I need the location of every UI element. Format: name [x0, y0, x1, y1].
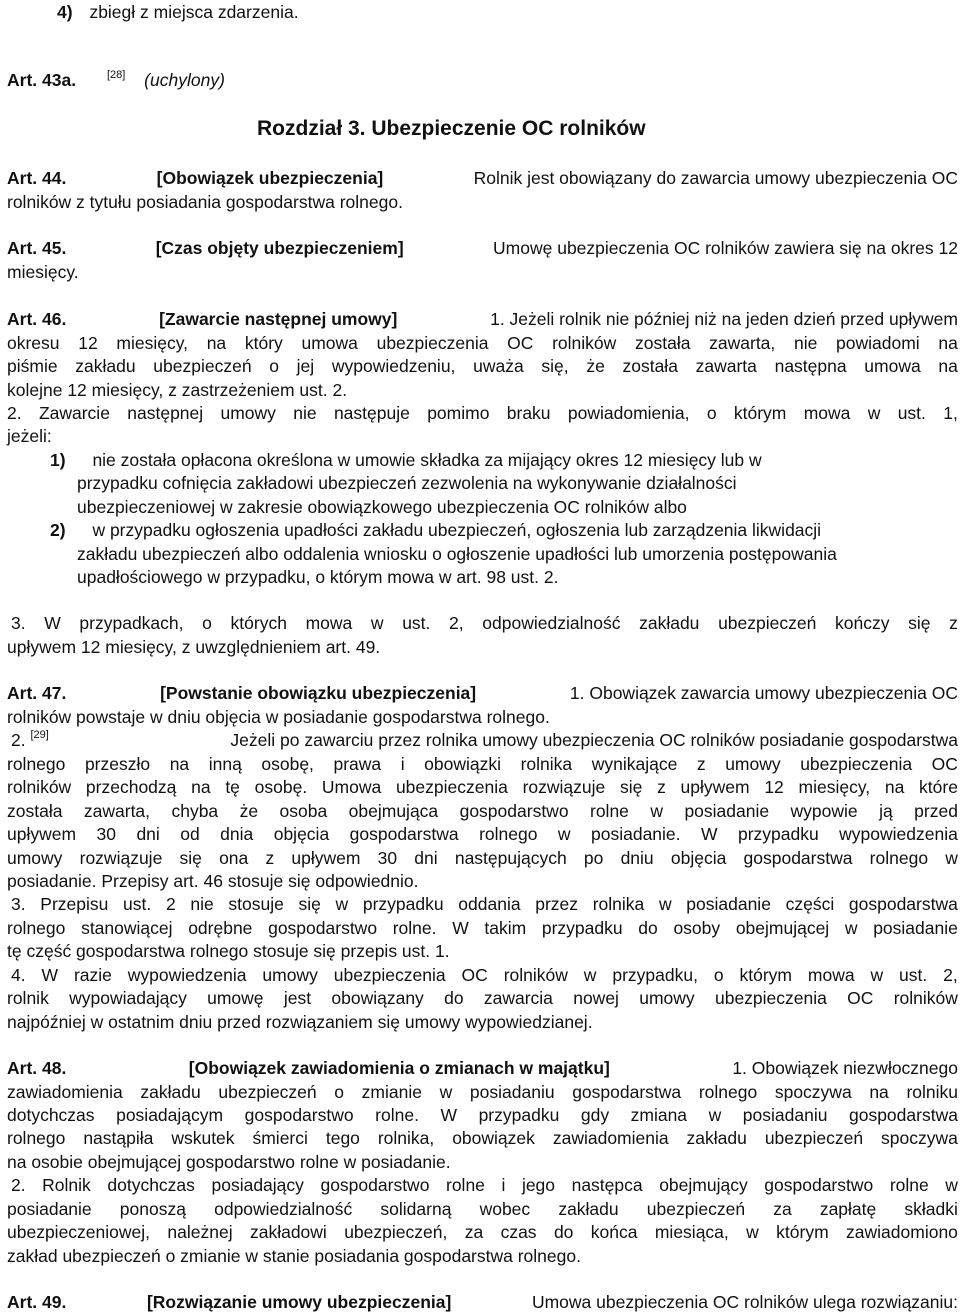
- article-45-line-1: [7, 238, 958, 258]
- article-text: 1. Obowiązek zawarcia umowy ubezpieczenia OC: [569, 683, 958, 703]
- paragraph-line: jeżeli:: [7, 426, 52, 446]
- paragraph-line: 3. Przepisu ust. 2 nie stosuje się w przypadku oddania przez rolnika w posiadanie części gospodarstwa: [11, 894, 958, 914]
- footnote-ref: [29]: [30, 729, 49, 741]
- paragraph-2-line-1: [11, 730, 958, 750]
- paragraph-line: kolejne 12 miesięcy, z zastrzeżeniem ust. 2.: [7, 380, 348, 400]
- article-44-line-2: rolników z tytułu posiadania gospodarstwa rolnego.: [7, 192, 403, 212]
- item-number: 4): [57, 2, 73, 22]
- article-label: Art. 48.: [7, 1058, 67, 1078]
- item-continuation: upadłościowego w przypadku, o którym mowa w art. 98 ust. 2.: [77, 567, 559, 587]
- chapter-title: Rozdział 3. Ubezpieczenie OC rolników: [257, 117, 646, 140]
- paragraph-line: rolnego nastąpiła wskutek śmierci tego rolnika, obowiązek zawiadomienia zakładu ubezpieczeń spoczywa: [7, 1128, 958, 1148]
- article-label: Art. 43a.: [7, 70, 77, 90]
- paragraph-line: 2. Zawarcie następnej umowy nie następuje pomimo braku powiadomienia, o którym mowa w ust. 1,: [7, 403, 958, 423]
- article-heading: [Rozwiązanie umowy ubezpieczenia]: [146, 1292, 452, 1312]
- paragraph-line: dotychczas posiadającym gospodarstwo rolne. W przypadku gdy zmiana w posiadaniu gospodarstwa: [7, 1105, 958, 1125]
- article-text: 1. Obowiązek niezwłocznego: [732, 1058, 958, 1078]
- paragraph-line: 2. Rolnik dotychczas posiadający gospodarstwo rolne i jego następca obejmujący gospodarstwo rolne w: [11, 1175, 958, 1195]
- paragraph-line: piśmie zakładu ubezpieczeń o jej wypowiedzeniu, uważa się, że została zawarta następna umowa na: [7, 356, 958, 376]
- paragraph-line: 3. W przypadkach, o których mowa w ust. 2, odpowiedzialność zakładu ubezpieczeń kończy się z: [11, 613, 958, 633]
- article-heading: [Obowiązek ubezpieczenia]: [156, 168, 384, 188]
- item-continuation: ubezpieczeniowej w zakresie obowiązkowego ubezpieczenia OC rolników albo: [77, 497, 687, 517]
- paragraph-text: Jeżeli po zawarciu przez rolnika umowy ubezpieczenia OC rolników posiadanie gospodarstwa: [230, 730, 958, 750]
- paragraph-line: posiadanie ponoszą odpowiedzialność solidarną wobec zakładu ubezpieczeń za zapłatę składki: [7, 1199, 958, 1219]
- paragraph-line: zakład ubezpieczeń o zmianie w stanie posiadania gospodarstwa rolnego.: [7, 1246, 581, 1266]
- article-label: Art. 46.: [7, 309, 67, 329]
- paragraph-line: umowy rozwiązuje się ona z upływem 30 dni następujących po dniu objęcia gospodarstwa rolnego w: [7, 848, 958, 868]
- paragraph-line: najpóźniej w ostatnim dniu przed rozwiązaniem się umowy wypowiedzianej.: [7, 1012, 593, 1032]
- list-item: [50, 520, 821, 540]
- paragraph-line: upływem 30 dni od dnia objęcia gospodarstwa rolnego w posiadanie. W przypadku wypowiedzenia: [7, 824, 958, 844]
- article-text: 1. Jeżeli rolnik nie później niż na jeden dzień przed upływem: [490, 309, 958, 329]
- repealed-note: (uchylony): [144, 70, 225, 90]
- article-text: Umowę ubezpieczenia OC rolników zawiera się na okres 12: [493, 238, 958, 258]
- item-number: 1): [50, 450, 66, 470]
- item-text: zbiegł z miejsca zdarzenia.: [89, 2, 299, 22]
- paragraph-line: tę część gospodarstwa rolnego stosuje się przepis ust. 1.: [7, 941, 450, 961]
- article-48-line-1: [7, 1058, 958, 1078]
- article-heading: [Powstanie obowiązku ubezpieczenia]: [160, 683, 477, 703]
- article-text: Umowa ubezpieczenia OC rolników ulega rozwiązaniu:: [531, 1292, 958, 1312]
- article-46-line-1: [7, 309, 958, 329]
- item-number: 2): [50, 520, 66, 540]
- footnote-ref: [28]: [106, 69, 126, 81]
- list-item: [57, 2, 299, 22]
- paragraph-number: 2.: [11, 730, 26, 750]
- paragraph-line: rolnik wypowiadający umowę jest obowiązany do zawarcia nowej umowy ubezpieczenia OC rolników: [7, 988, 958, 1008]
- paragraph-line: upływem 12 miesięcy, z uwzględnieniem art. 49.: [7, 637, 381, 657]
- item-text: w przypadku ogłoszenia upadłości zakładu ubezpieczeń, ogłoszenia lub zarządzenia likwidacji: [92, 520, 822, 540]
- item-continuation: przypadku cofnięcia zakładowi ubezpieczeń zezwolenia na wykonywanie działalności: [77, 473, 737, 493]
- paragraph-line: została zawarta, chyba że osoba obejmująca gospodarstwo rolne w posiadanie wypowie ją przed: [7, 801, 958, 821]
- paragraph-line: rolnego przeszło na inną osobę, prawa i obowiązki rolnika wynikające z umowy ubezpieczenia OC: [7, 754, 958, 774]
- article-label: Art. 47.: [7, 683, 67, 703]
- item-continuation: zakładu ubezpieczeń albo oddalenia wniosku o ogłoszenie upadłości lub umorzenia postępowania: [77, 544, 837, 564]
- article-45-line-2: miesięcy.: [7, 262, 79, 282]
- article-47-line-1: [7, 683, 958, 703]
- article-heading: [Obowiązek zawiadomienia o zmianach w majątku]: [188, 1058, 610, 1078]
- paragraph-line: ubezpieczeniowej, należnej zakładowi ubezpieczeń, za czas do końca miesiąca, w którym zawiadomiono: [7, 1222, 958, 1242]
- article-49-line-1: [7, 1292, 958, 1312]
- paragraph-line: okresu 12 miesięcy, na który umowa ubezpieczenia OC rolników została zawarta, nie powiadomi na: [7, 333, 958, 353]
- paragraph-line: 4. W razie wypowiedzenia umowy ubezpieczenia OC rolników w przypadku, o którym mowa w ust. 2,: [11, 965, 958, 985]
- article-label: Art. 49.: [7, 1292, 67, 1312]
- article-44-line-1: [7, 168, 958, 188]
- article-label: Art. 44.: [7, 168, 67, 188]
- paragraph-line: zawiadomienia zakładu ubezpieczeń o zmianie w posiadaniu gospodarstwa rolnego spoczywa na rolniku: [7, 1082, 958, 1102]
- article-heading: [Zawarcie następnej umowy]: [159, 309, 398, 329]
- article-text: Rolnik jest obowiązany do zawarcia umowy ubezpieczenia OC: [473, 168, 958, 188]
- paragraph-line: rolnego stanowiącej odrębne gospodarstwo rolne. W takim przypadku do osoby obejmującej w posiadanie: [7, 918, 958, 938]
- paragraph-line: posiadanie. Przepisy art. 46 stosuje się odpowiednio.: [7, 871, 419, 891]
- article-43a: [7, 70, 225, 90]
- list-item: [50, 450, 762, 470]
- article-label: Art. 45.: [7, 238, 67, 258]
- paragraph-line: rolników powstaje w dniu objęcia w posiadanie gospodarstwa rolnego.: [7, 707, 550, 727]
- paragraph-line: na osobie obejmującej gospodarstwo rolne w posiadanie.: [7, 1152, 451, 1172]
- paragraph-line: rolników przechodzą na tę osobę. Umowa ubezpieczenia rozwiązuje się z upływem 12 miesięcy, na które: [7, 777, 958, 797]
- item-text: nie została opłacona określona w umowie składka za mijający okres 12 miesięcy lub w: [92, 450, 762, 470]
- article-heading: [Czas objęty ubezpieczeniem]: [155, 238, 404, 258]
